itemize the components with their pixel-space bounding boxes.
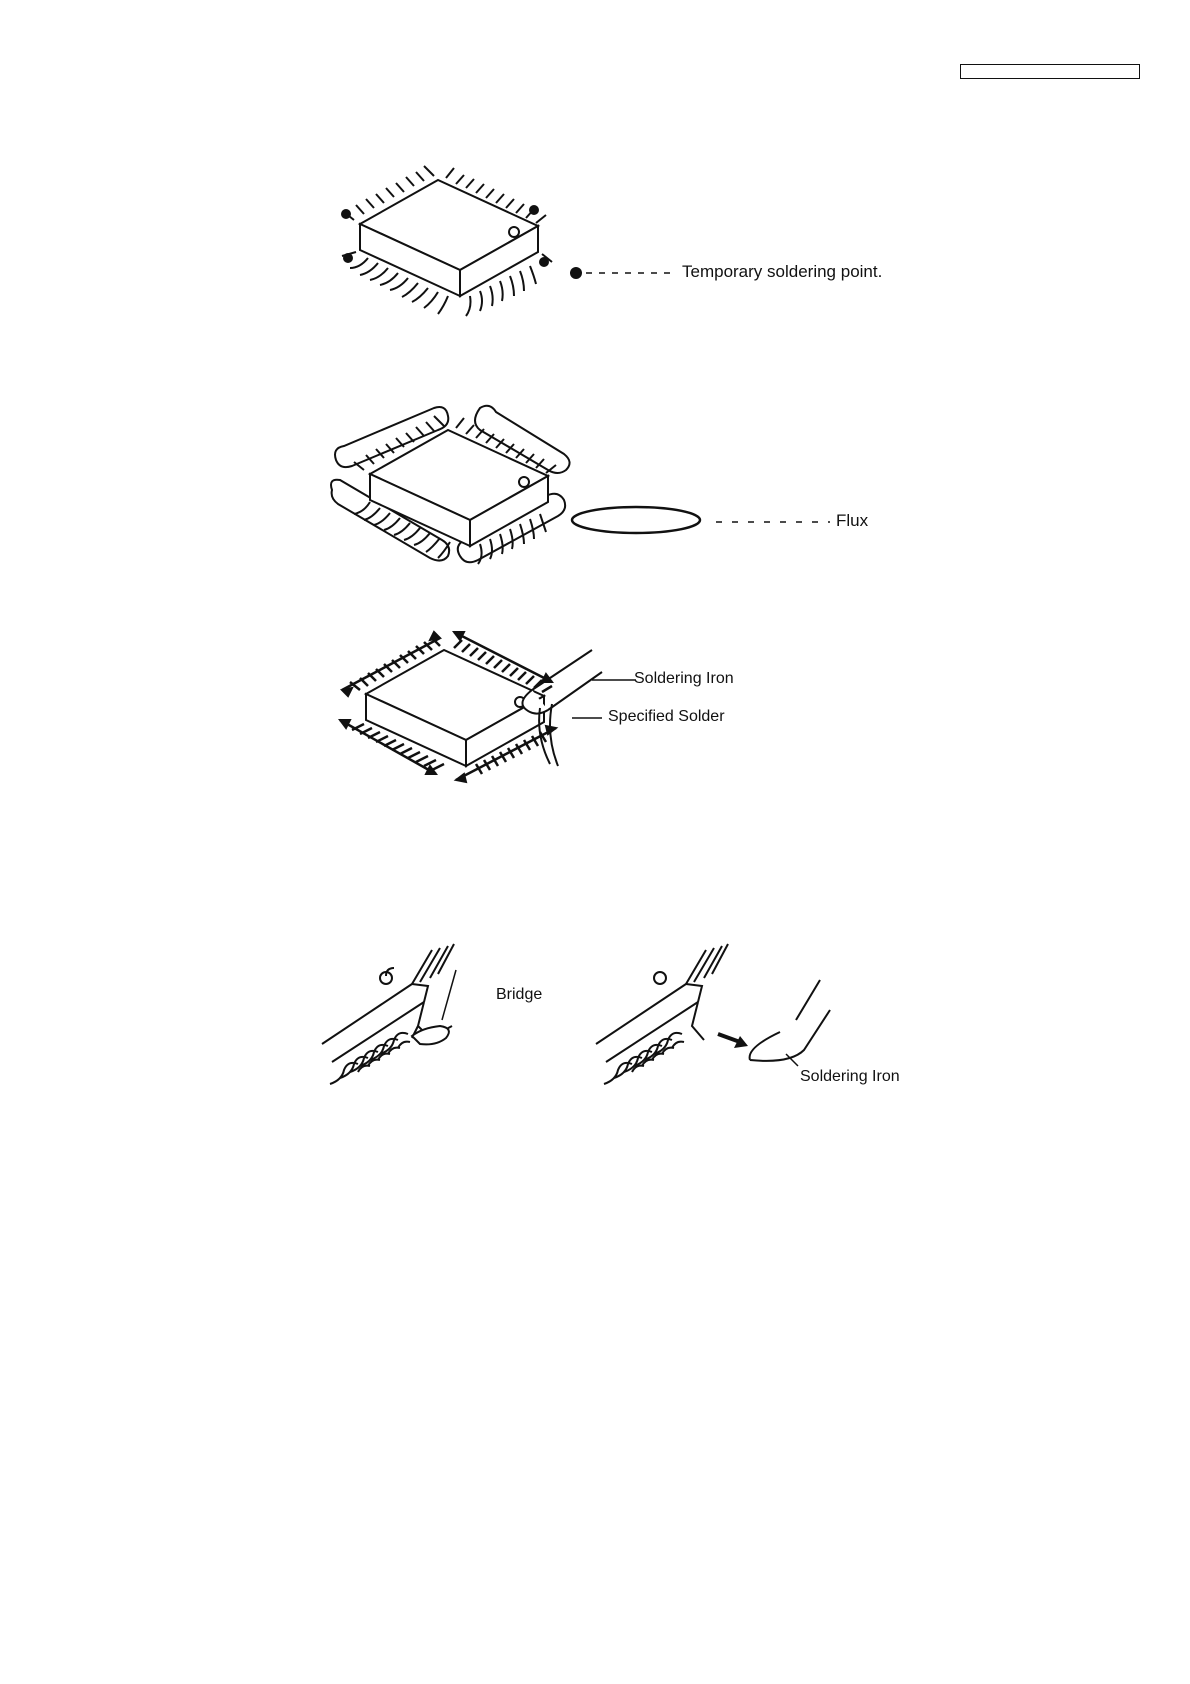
- soldering-iron-label: Soldering Iron: [634, 670, 734, 687]
- bridge-soldering-iron-label: Soldering Iron: [800, 1068, 900, 1085]
- flux-label: Flux: [836, 511, 869, 530]
- figure-temporary-soldering: [320, 170, 920, 330]
- qfp-chip-drawing-2: [330, 410, 930, 580]
- header-model-box: [960, 64, 1140, 79]
- soldering-iron-icon: [522, 650, 602, 766]
- temporary-soldering-label: Temporary soldering point.: [682, 262, 883, 281]
- specified-solder-label: Specified Solder: [608, 708, 725, 725]
- bridge-label: Bridge: [496, 986, 543, 1003]
- pull-direction-arrow-icon: [718, 1034, 748, 1048]
- bridge-closeup-drawing: [320, 950, 940, 1110]
- figure-flux: [330, 410, 930, 580]
- qfp-chip-drawing-1: [320, 170, 920, 330]
- flux-legend-shape: [572, 507, 700, 533]
- figure-soldering: [336, 640, 936, 810]
- soldering-iron-tip-icon: [750, 980, 830, 1061]
- figure-bridge: [320, 950, 940, 1110]
- solder-point-icon: [570, 267, 582, 279]
